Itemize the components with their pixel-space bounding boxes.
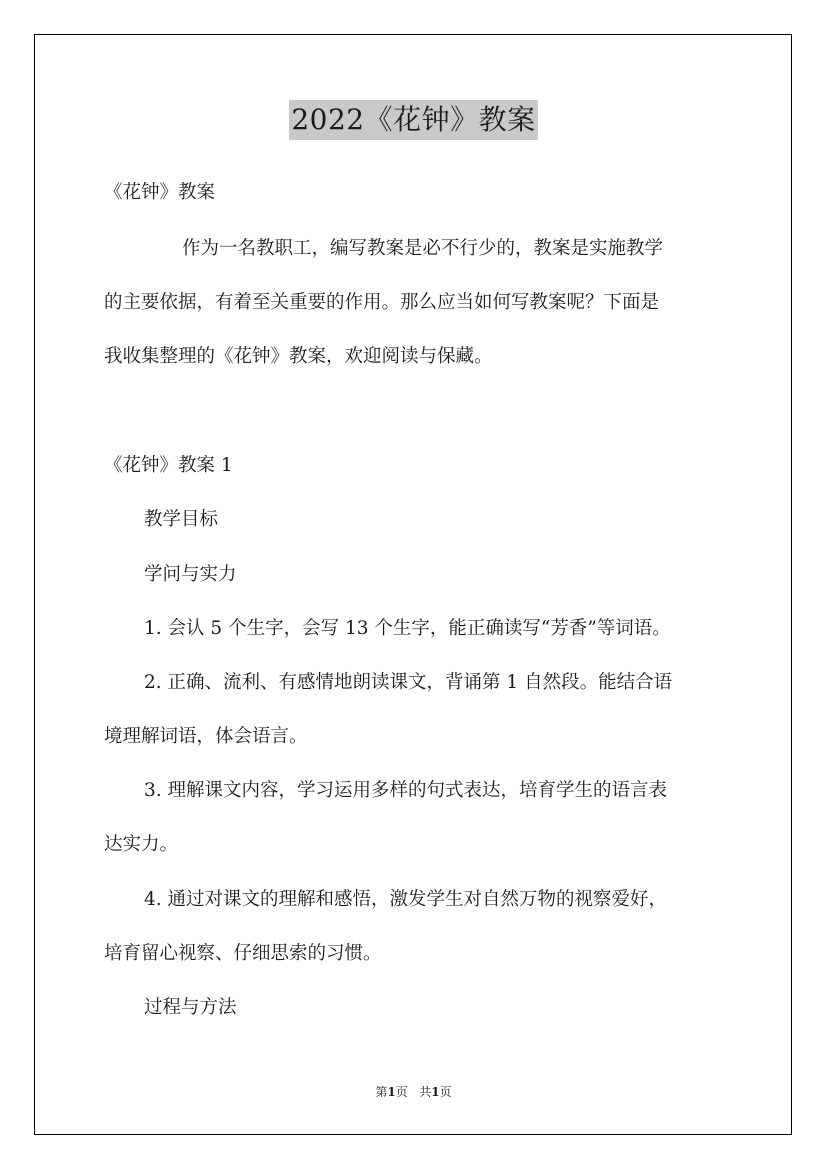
footer-total-pages: 1 [431,1085,440,1099]
goal-line-6: 4. 通过对课文的理解和感悟，激发学生对自然万物的视察爱好， [144,889,668,910]
intro-line-2: 的主要依据，有着至关重要的作用。那么应当如何写教案呢？下面是 [104,292,660,313]
footer-total-prefix: 共 [419,1085,432,1099]
footer-total-unit: 页 [439,1085,452,1099]
teaching-goals-heading: 教学目标 [144,509,219,530]
footer-prefix: 第 [375,1085,388,1099]
goal-line-5: 达实力。 [104,834,179,855]
section-title: 《花钟》教案 1 [104,455,233,476]
process-heading: 过程与方法 [144,997,237,1018]
knowledge-heading: 学问与实力 [144,564,237,585]
goal-line-2: 2. 正确、流利、有感情地朗读课文，背诵第 1 自然段。能结合语 [144,672,673,693]
footer-page-number: 1 [387,1085,396,1099]
title-container [0,100,827,140]
goal-line-7: 培育留心视察、仔细思索的习惯。 [104,943,382,964]
goal-line-4: 3. 理解课文内容，学习运用多样的句式表达，培育学生的语言表 [144,780,668,801]
intro-line-3: 我收集整理的《花钟》教案，欢迎阅读与保藏。 [104,346,493,367]
goal-line-3: 境理解词语，体会语言。 [104,726,308,747]
page-footer [0,1083,827,1101]
footer-page-unit: 页 [395,1085,408,1099]
subtitle: 《花钟》教案 [104,182,216,203]
intro-line-1: 作为一名教职工，编写教案是必不行少的，教案是实施教学 [182,238,664,259]
document-title: 2022《花钟》教案 [289,100,537,140]
goal-line-1: 1. 会认 5 个生字，会写 13 个生字，能正确读写“芳香”等词语。 [144,618,671,639]
